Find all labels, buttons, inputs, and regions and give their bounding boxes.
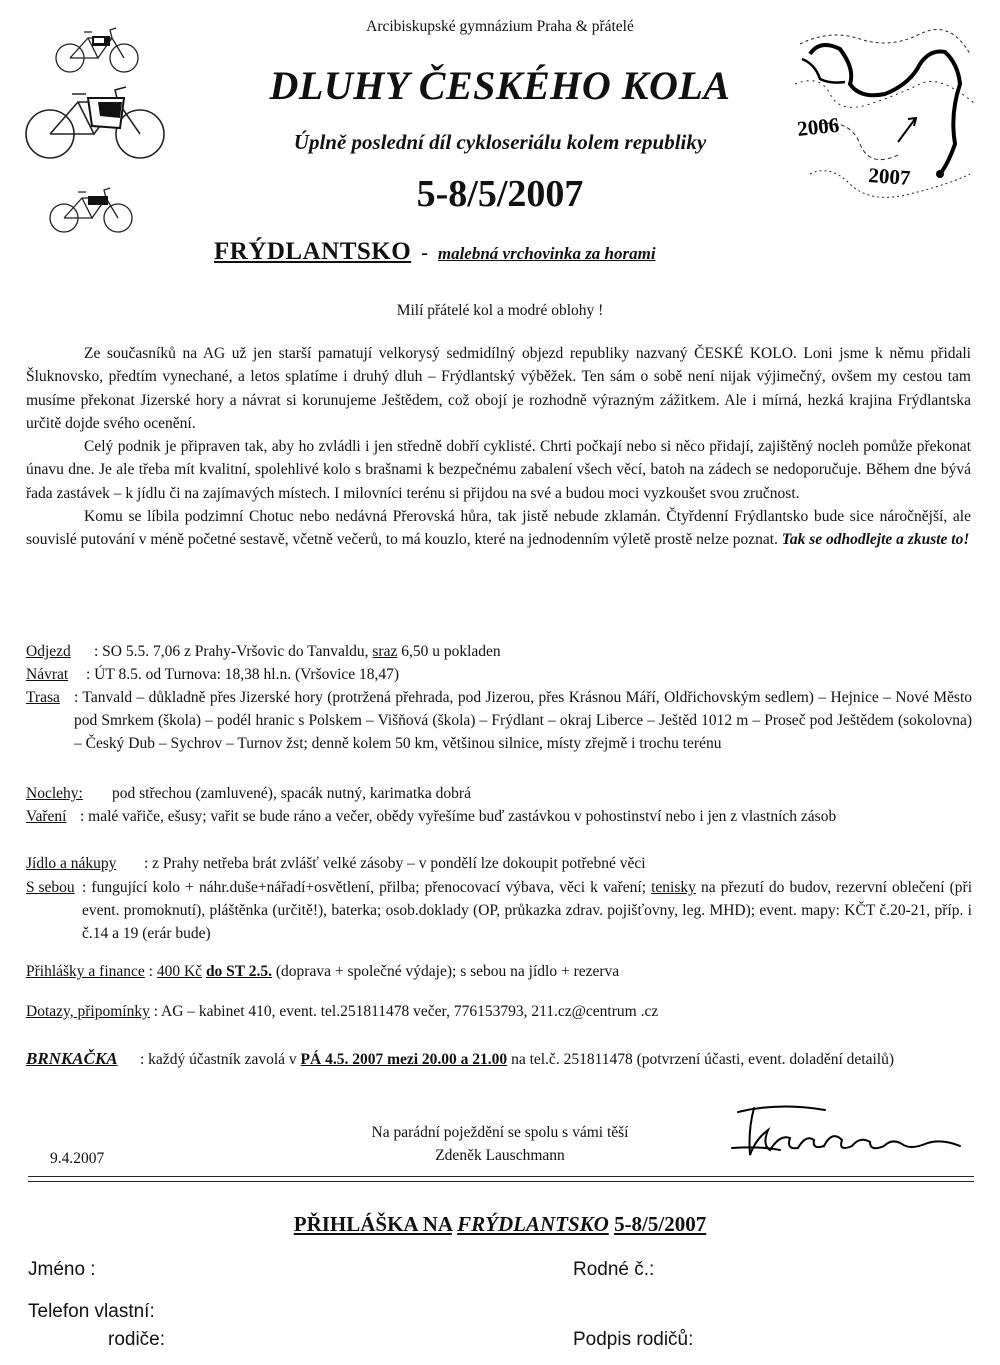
paragraph — [26, 505, 971, 552]
phone-field-label: Telefon vlastní: — [28, 1301, 155, 1322]
bring-text-part: na přezutí do budov, rezervní oblečení (při event. promoknutí), pláštěnka (určitě!), baterka; osob.doklady (OP, průkazka zdrav. pojišťovny, leg. MHD); event. mapy: KČT č.20-21, příp. i č.14 a 19 (erár bude) — [82, 879, 973, 942]
route-label: Trasa — [26, 689, 60, 706]
divider — [28, 1176, 974, 1177]
lodging-text: pod střechou (zamluvené), spacák nutný, karimatka dobrá — [112, 785, 471, 802]
form-title — [150, 1212, 850, 1237]
departure-info — [94, 640, 501, 663]
region-name: FRÝDLANTSKO — [214, 238, 412, 265]
bicycle-icon — [50, 22, 146, 77]
lodging-label: Noclehy: — [26, 785, 83, 802]
finance-label: Přihlášky a finance — [26, 963, 145, 980]
letter-date: 9.4.2007 — [50, 1150, 105, 1167]
finance-deadline: do ST 2.5. — [205, 963, 272, 980]
bring-text — [82, 876, 972, 945]
form-title-part: PŘIHLÁŠKA NA — [293, 1212, 452, 1236]
food-text: : z Prahy netřeba brát zvlášť velké zásoby – v pondělí lze dokoupit potřebné věci — [144, 855, 646, 872]
paragraph-text: Komu se líbila podzimní Chotuc nebo nedávná Přerovská hůra, tak jistě nebude zklamán. Čtyřdenní Frýdlantsko bude sice náročnější, ale souvislé putování v méně početné sestavě, včetně večerů, to má kouzlo, které na jednodenním výletě prostě nelze poznat. — [26, 508, 971, 549]
route-map-sketch — [790, 24, 980, 234]
form-title-dates: 5-8/5/2007 — [614, 1212, 707, 1236]
bring-label: S sebou — [26, 879, 75, 896]
contact-text: : AG – kabinet 410, event. tel.251811478 večer, 776153793, 211.cz@centrum .cz — [153, 1003, 659, 1020]
route-text: : Tanvald – důkladně přes Jizerské hory (protržená přehrada, pod Jizerou, přes Krásnou Máří, Oldřichovským sedlem) – Hejnice – Nové Město pod Smrkem (škola) – podél hranic s Polskem – Višňová (škola) – Frýdlant – okraj Liberce – Ještěd 1012 m – Proseč pod Ještědem (sokolovna) – Český Dub – Sychrov – Turnov žst; denně kolem 50 km, většinou silnice, místy zřejmě i trochu terénu — [74, 689, 972, 752]
contact-label: Dotazy, připomínky — [26, 1003, 150, 1020]
meet-text: 6,50 u pokladen — [401, 643, 501, 660]
signoff-name: Zdeněk Lauschmann — [435, 1147, 565, 1164]
finance-text: (doprava + společné výdaje); s sebou na jídlo + rezerva — [275, 963, 620, 980]
organizer: Arcibiskupské gymnázium Praha & přátelé — [366, 18, 634, 35]
paragraph: Celý podnik je připraven tak, aby ho zvládli i jen středně dobří cyklisté. Chrti počkají nebo si něco přidají, zajištěný nocleh pomůže překonat únavu dne. Je ale třeba mít kvalitní, spolehlivé kolo s brašnami k bezpečnému zabalení všech věcí, batoh na zádech se nedoporučuje. Během dne bývá řada zastávek – k jídlu či na zajímavých místech. I milovníci terénu si přijdou na své a budou moci vyzkoušet svou zručnost. — [26, 438, 971, 502]
handwritten-signature — [720, 1100, 970, 1170]
page-title: DLUHY ČESKÉHO KOLA — [269, 63, 731, 108]
region-heading — [214, 238, 834, 266]
finance-colon: : — [148, 963, 153, 980]
cooking-label: Vaření — [26, 808, 67, 825]
region-dash: - — [421, 242, 428, 264]
brnkacka-text — [140, 1049, 976, 1071]
return-label: Návrat — [26, 666, 69, 683]
brnkacka-when: PÁ 4.5. 2007 mezi 20.00 a 21.00 — [300, 1051, 508, 1068]
region-tagline: malebná vrchovinka za horami — [437, 244, 656, 263]
food-label: Jídlo a nákupy — [26, 855, 117, 872]
intro-text — [26, 342, 971, 552]
map-year-2006: 2006 — [796, 112, 841, 141]
parent-signature-label: Podpis rodičů: — [573, 1329, 694, 1350]
bring-shoes: tenisky — [651, 879, 696, 896]
return-text: : ÚT 8.5. od Turnova: 18,38 hl.n. (Vršovice 18,47) — [86, 666, 400, 683]
paragraph: Ze současníků na AG už jen starší pamatují velkorysý sedmidílný objezd republiky nazvaný ČESKÉ KOLO. Loni jsme k němu přidali Šluknovsko, předtím vynechané, a letos splatíme i druhý dluh – Frýdlantský výběžek. Ten sám o sobě není nijak výjimečný, ovšem my cestou tam musíme překonat Jizerské hory a návrat si korunujeme Ještědem, což obojí je rozhodně výrazným zážitkem. Ale i mírná, hezká krajina Frýdlantska určitě dojde svého ocenění. — [26, 345, 971, 432]
departure-label: Odjezd — [26, 643, 71, 660]
brnkacka-text-part: : každý účastník zavolá v — [140, 1051, 297, 1068]
parents-phone-label: rodiče: — [108, 1329, 166, 1350]
map-year-2007: 2007 — [867, 163, 912, 190]
event-dates: 5-8/5/2007 — [416, 173, 584, 215]
meet-label: sraz — [372, 643, 398, 660]
name-field-label: Jméno : — [28, 1259, 96, 1280]
finance-row — [26, 963, 619, 981]
brnkacka-text-part: na tel.č. 251811478 (potvrzení účasti, event. doladění detailů) — [511, 1051, 894, 1068]
departure-text: : SO 5.5. 7,06 z Prahy-Vršovic do Tanvaldu, — [94, 643, 369, 660]
contact-row — [26, 1003, 658, 1021]
birth-number-label: Rodné č.: — [573, 1259, 655, 1280]
page-subtitle: Úplně poslední díl cykloseriálu kolem republiky — [293, 130, 707, 154]
signoff-line: Na parádní poježdění se spolu s vámi těší — [371, 1124, 629, 1141]
finance-amount: 400 Kč — [156, 963, 203, 980]
bring-text-part: : fungující kolo + náhr.duše+nářadí+osvětlení, přilba; přenocovací výbava, věci k vaření; — [82, 879, 646, 896]
greeting: Milí přátelé kol a modré oblohy ! — [396, 302, 604, 319]
divider — [28, 1181, 974, 1182]
bicycle-icon — [20, 82, 170, 162]
form-title-region: FRÝDLANTSKO — [457, 1212, 609, 1236]
brnkacka-label: BRNKAČKA — [26, 1049, 118, 1068]
bicycle-icon — [44, 184, 140, 236]
closing-emphasis: Tak se odhodlejte a zkuste to! — [781, 531, 970, 549]
cooking-text: : malé vařiče, ešusy; vařit se bude ráno a večer, obědy vyřešíme buď zastávkou v pohostinství nebo i jen z vlastních zásob — [80, 808, 837, 825]
